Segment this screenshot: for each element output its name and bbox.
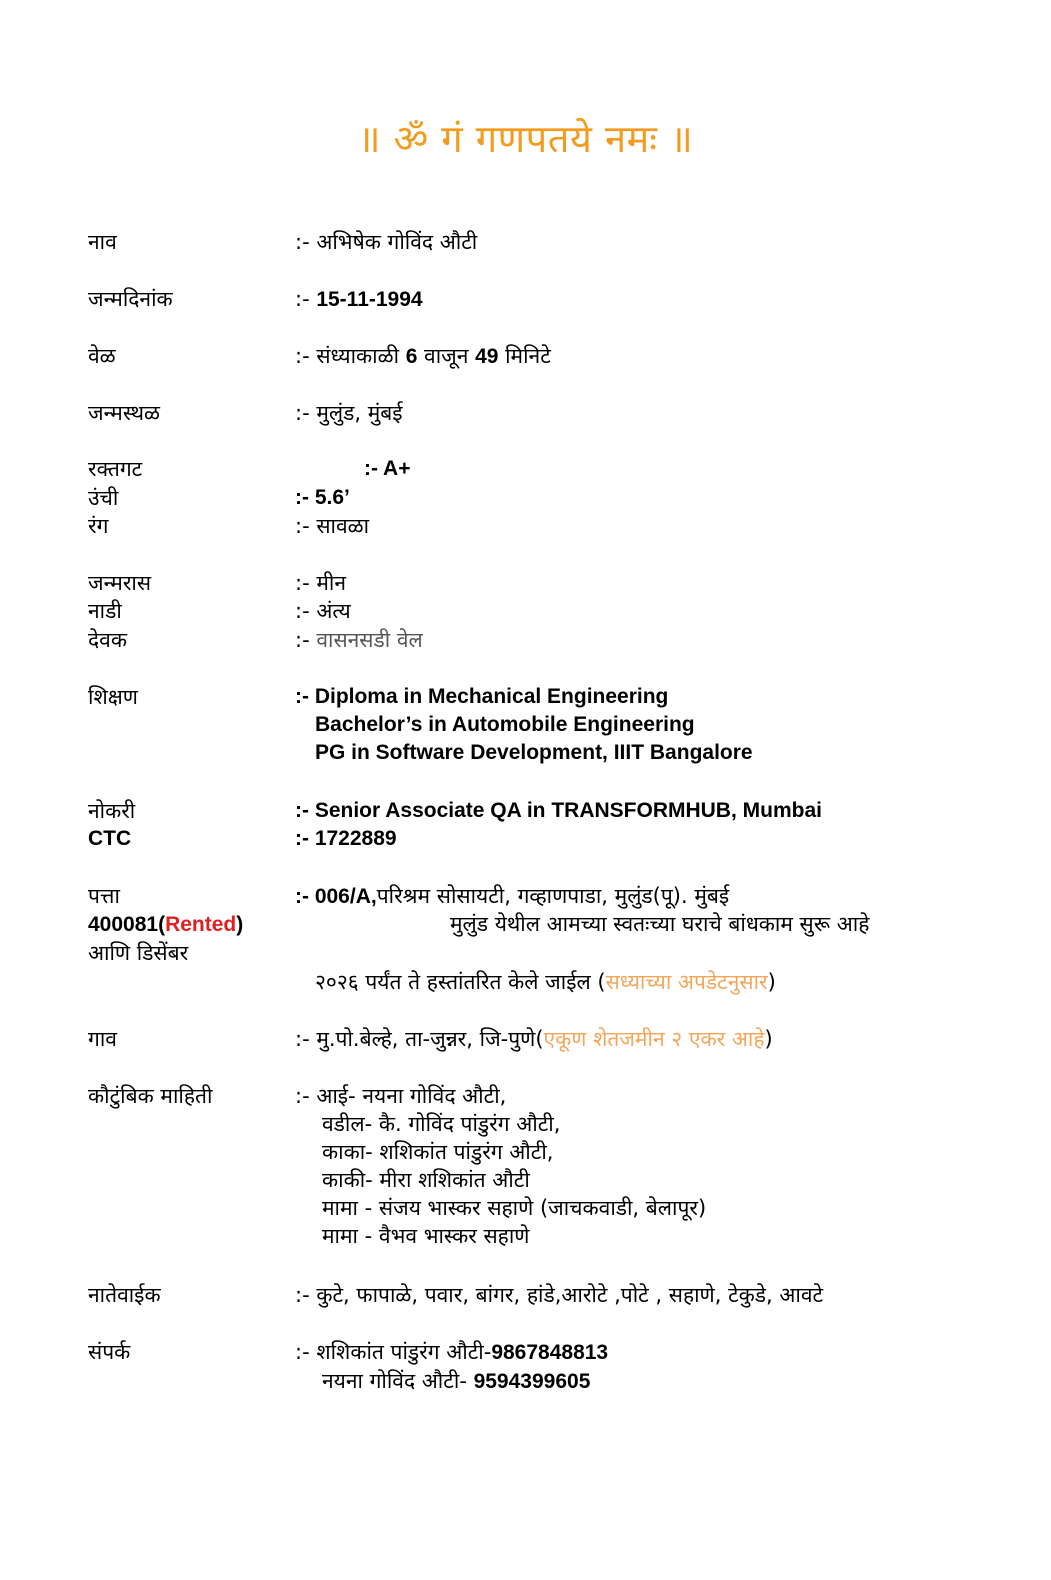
field-value: :- मुलुंड, मुंबई [295,401,403,425]
address-line: मुलुंड येथील आमच्या स्वतःच्या घराचे बांधकाम सुरू आहे [450,912,870,936]
field-label: जन्मरास [88,571,152,595]
field-value: :- अभिषेक गोविंद औटी [295,230,478,254]
education-line: PG in Software Development, IIIT Bangalore [315,741,753,764]
field-label: गाव [88,1027,117,1051]
field-label: CTC [88,827,132,850]
page-title: ॥ ॐ गं गणपतये नमः ॥ [357,117,694,161]
field-label: उंची [88,486,119,510]
field-value [295,1082,706,1250]
field-label: शिक्षण [88,685,138,709]
field-value: :- Senior Associate QA in TRANSFORMHUB, Mumbai [295,799,822,822]
education-line: Bachelor’s in Automobile Engineering [315,713,695,736]
field-value: :- 006/A,परिश्रम सोसायटी, गव्हाणपाडा, मुलुंड(पू). मुंबई [295,884,730,908]
field-address [88,882,1028,1002]
field-label: नातेवाईक [88,1283,161,1307]
field-value: :- अंत्य [295,599,351,623]
field-value: :- A+ [364,457,411,480]
family-line: काकी- मीरा शशिकांत औटी [322,1168,530,1192]
field-label: देवक [88,628,127,652]
field-label: जन्मदिनांक [88,287,173,311]
field-value [295,683,753,767]
family-line: मामा - संजय भास्कर सहाणे (जाचकवाडी, बेलापूर) [322,1196,707,1220]
field-value: :- सावळा [295,514,370,538]
field-value: :- 5.6’ [295,486,350,509]
field-label: जन्मस्थळ [88,401,160,425]
field-label: कौटुंबिक माहिती [88,1084,213,1108]
contact-line: :- शशिकांत पांडुरंग औटी-9867848813 [295,1340,609,1364]
field-label: पत्ता 400081(Rented) आणि डिसेंबर [88,884,244,965]
education-line: :- Diploma in Mechanical Engineering [295,685,669,708]
family-line: वडील- कै. गोविंद पांडुरंग औटी, [322,1112,561,1136]
family-line: :- आई- नयना गोविंद औटी, [295,1084,507,1108]
field-value: :- 15-11-1994 [295,287,423,311]
field-label: रक्तगट [88,457,143,481]
field-label: नाव [88,230,117,254]
field-value: :- वासनसडी वेल [295,628,423,652]
field-label: रंग [88,514,109,538]
field-value: :- मु.पो.बेल्हे, ता-जुन्नर, जि-पुणे(एकूण शेतजमीन २ एकर आहे) [295,1027,773,1051]
field-label: वेळ [88,344,116,368]
field-label: नोकरी [88,799,136,823]
field-value: :- 1722889 [295,827,397,850]
field-label: संपर्क [88,1340,131,1364]
field-value [295,1338,608,1396]
field-label: नाडी [88,599,122,623]
family-line: मामा - वैभव भास्कर सहाणे [322,1224,530,1248]
field-value: :- कुटे, फापाळे, पवार, बांगर, हांडे,आरोटे ,पोटे , सहाणे, टेकुडे, आवटे [295,1283,824,1307]
field-value: :- संध्याकाळी 6 वाजून 49 मिनिटे [295,344,551,368]
contact-line: नयना गोविंद औटी- 9594399605 [322,1369,591,1393]
address-line: २०२६ पर्यंत ते हस्तांतरित केले जाईल (सध्याच्या अपडेटनुसार) [315,970,776,994]
field-value: :- मीन [295,571,346,595]
family-line: काका- शशिकांत पांडुरंग औटी, [322,1140,554,1164]
